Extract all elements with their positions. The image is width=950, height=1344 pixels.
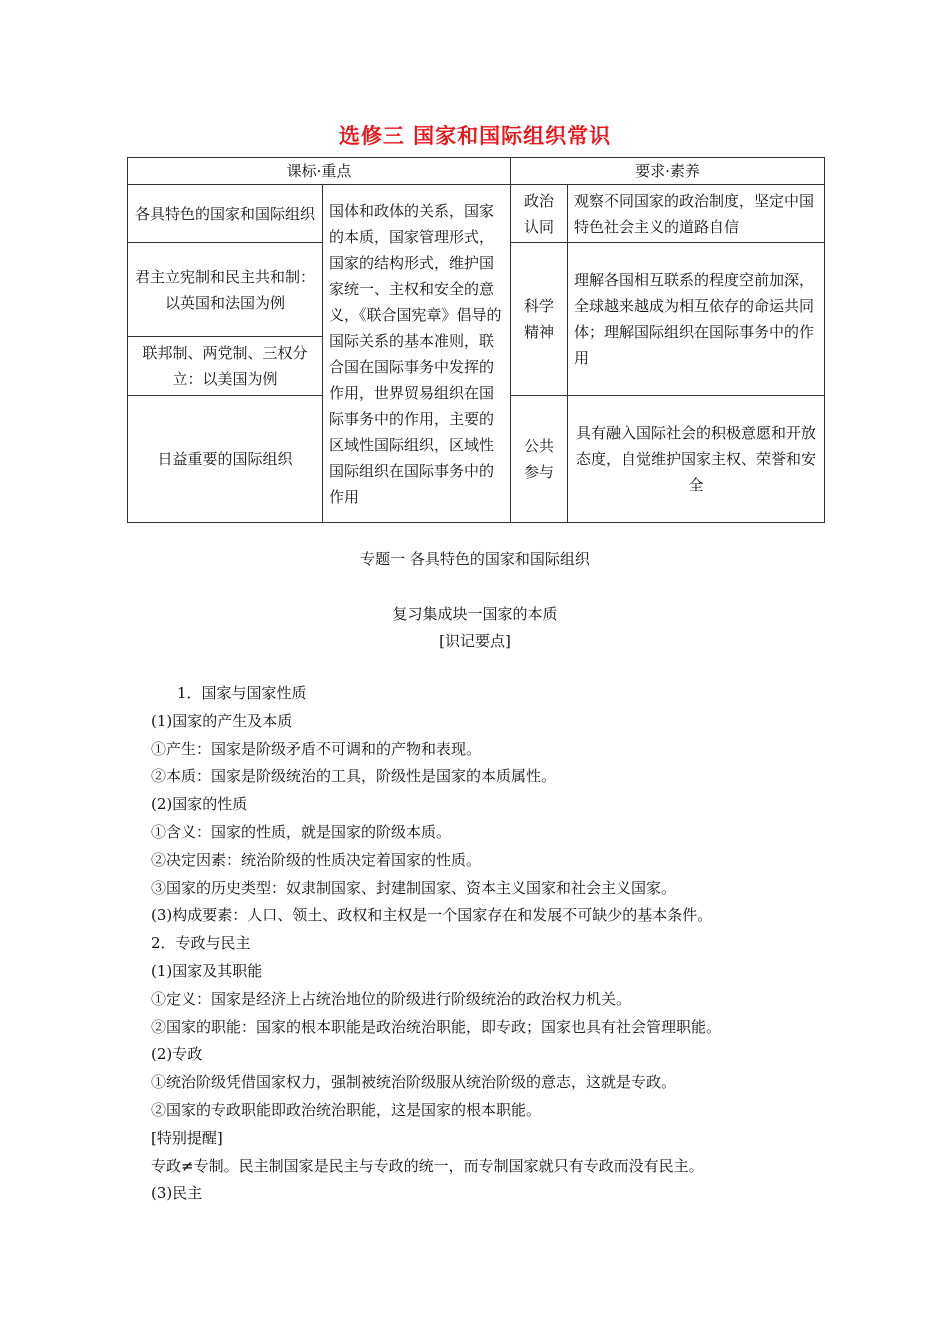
list-item: ②国家的职能：国家的根本职能是政治统治职能，即专政；国家也具有社会管理职能。 (151, 1017, 722, 1036)
list-item: (1)国家及其职能 (151, 961, 263, 980)
table-header-row (128, 158, 825, 185)
literacy-name-cell: 科学精神 (511, 243, 568, 396)
special-reminder-label: [特别提醒] (151, 1128, 223, 1147)
key-points-cell: 国体和政体的关系，国家的本质，国家管理形式，国家的结构形式，维护国家统一、主权和安全的意义，《联合国宪章》倡导的国际关系的基本准则，联合国在国际事务中发挥的作用，世界贸易组织在国际事务中的作用，主要的区域性国际组织，区域性国际组织在国际事务中的作用 (323, 185, 511, 523)
topic-cell: 各具特色的国家和国际组织 (128, 185, 323, 243)
topic-cell: 君主立宪制和民主共和制：以英国和法国为例 (128, 243, 323, 337)
page-title: 选修三 国家和国际组织常识 (338, 124, 612, 148)
literacy-name-cell: 政治认同 (511, 185, 568, 243)
study-notes (151, 680, 837, 1208)
literacy-name-cell: 公共参与 (511, 396, 568, 523)
list-item: (1)国家的产生及本质 (151, 711, 293, 730)
list-item: ①产生：国家是阶级矛盾不可调和的产物和表现。 (151, 739, 482, 758)
list-item: ②国家的专政职能即政治统治职能，这是国家的根本职能。 (151, 1100, 542, 1119)
list-item: ①统治阶级凭借国家权力，强制被统治阶级服从统治阶级的意志，这就是专政。 (151, 1073, 677, 1092)
list-item: (3)民主 (151, 1184, 203, 1203)
table-row (128, 185, 825, 243)
list-item: 专政≠专制。民主制国家是民主与专政的统一，而专制国家就只有专政而没有民主。 (151, 1156, 704, 1175)
list-item: ②决定因素：统治阶级的性质决定着国家的性质。 (151, 850, 482, 869)
points-heading: [识记要点] (439, 632, 511, 650)
list-item: (2)专政 (151, 1045, 203, 1064)
topic-cell: 日益重要的国际组织 (128, 396, 323, 523)
literacy-desc-cell: 理解各国相互联系的程度空前加深，全球越来越成为相互依存的命运共同体；理解国际组织在国际事务中的作用 (568, 243, 825, 396)
header-literacy: 要求·素养 (511, 158, 825, 185)
list-item: (3)构成要素：人口、领土、政权和主权是一个国家存在和发展不可缺少的基本条件。 (151, 906, 713, 925)
list-item: (2)国家的性质 (151, 795, 248, 814)
literacy-desc-cell: 观察不同国家的政治制度，坚定中国特色社会主义的道路自信 (568, 185, 825, 243)
header-standards: 课标·重点 (128, 158, 511, 185)
topic-heading: 专题一 各具特色的国家和国际组织 (360, 550, 590, 568)
list-item: ②本质：国家是阶级统治的工具，阶级性是国家的本质属性。 (151, 767, 557, 786)
topic-cell: 联邦制、两党制、三权分立：以美国为例 (128, 337, 323, 396)
block-heading: 复习集成块一国家的本质 (392, 605, 558, 623)
list-item: 2．专政与民主 (151, 934, 251, 953)
list-item: ①含义：国家的性质，就是国家的阶级本质。 (151, 822, 452, 841)
list-item: ③国家的历史类型：奴隶制国家、封建制国家、资本主义国家和社会主义国家。 (151, 878, 677, 897)
standards-table (127, 157, 825, 523)
literacy-desc-cell: 具有融入国际社会的积极意愿和开放态度，自觉维护国家主权、荣誉和安全 (568, 396, 825, 523)
list-item: ①定义：国家是经济上占统治地位的阶级进行阶级统治的政治权力机关。 (151, 989, 632, 1008)
list-item: 1．国家与国家性质 (177, 684, 307, 702)
